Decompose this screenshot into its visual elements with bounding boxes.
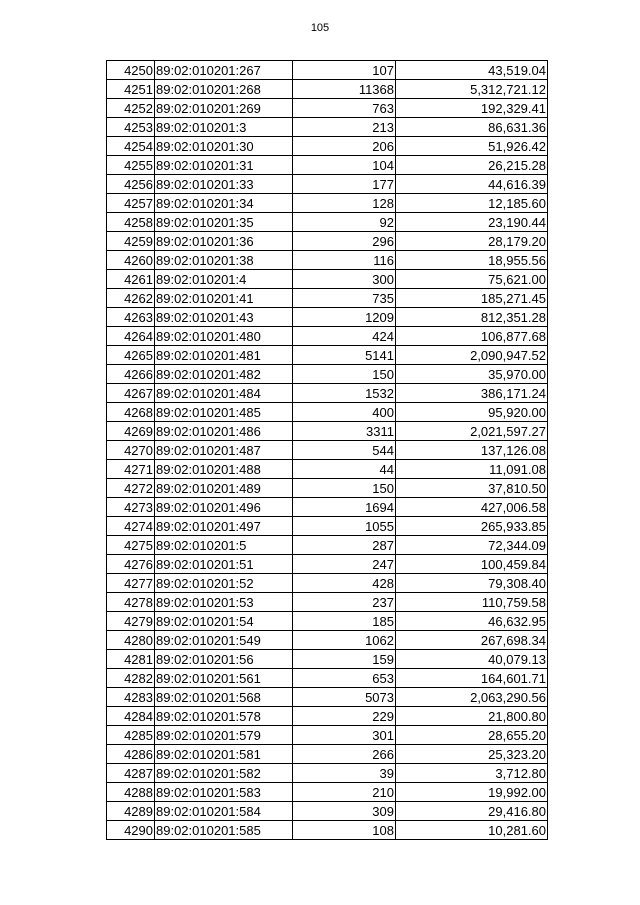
row-number-cell: 4261	[107, 270, 155, 289]
row-number-cell: 4272	[107, 479, 155, 498]
row-number-cell: 4268	[107, 403, 155, 422]
cadastral-number-cell: 89:02:010201:5	[155, 536, 293, 555]
cadastral-number-cell: 89:02:010201:481	[155, 346, 293, 365]
table-row	[107, 783, 548, 802]
area-cell: 1062	[293, 631, 396, 650]
value-cell: 192,329.41	[396, 99, 548, 118]
table-row	[107, 460, 548, 479]
table-row	[107, 479, 548, 498]
row-number-cell: 4263	[107, 308, 155, 327]
table-row	[107, 536, 548, 555]
row-number-cell: 4276	[107, 555, 155, 574]
value-cell: 2,063,290.56	[396, 688, 548, 707]
area-cell: 400	[293, 403, 396, 422]
row-number-cell: 4289	[107, 802, 155, 821]
area-cell: 1055	[293, 517, 396, 536]
row-number-cell: 4269	[107, 422, 155, 441]
value-cell: 5,312,721.12	[396, 80, 548, 99]
table-row	[107, 289, 548, 308]
table-row	[107, 61, 548, 80]
table-row	[107, 688, 548, 707]
area-cell: 92	[293, 213, 396, 232]
area-cell: 159	[293, 650, 396, 669]
area-cell: 653	[293, 669, 396, 688]
value-cell: 28,655.20	[396, 726, 548, 745]
cadastral-number-cell: 89:02:010201:582	[155, 764, 293, 783]
area-cell: 39	[293, 764, 396, 783]
table-row	[107, 327, 548, 346]
cadastral-number-cell: 89:02:010201:4	[155, 270, 293, 289]
cadastral-number-cell: 89:02:010201:496	[155, 498, 293, 517]
table-row	[107, 118, 548, 137]
row-number-cell: 4277	[107, 574, 155, 593]
value-cell: 10,281.60	[396, 821, 548, 840]
row-number-cell: 4260	[107, 251, 155, 270]
value-cell: 427,006.58	[396, 498, 548, 517]
cadastral-number-cell: 89:02:010201:31	[155, 156, 293, 175]
row-number-cell: 4290	[107, 821, 155, 840]
table-row	[107, 821, 548, 840]
table-row	[107, 574, 548, 593]
row-number-cell: 4278	[107, 593, 155, 612]
area-cell: 296	[293, 232, 396, 251]
cadastral-number-cell: 89:02:010201:488	[155, 460, 293, 479]
table-row	[107, 802, 548, 821]
area-cell: 3311	[293, 422, 396, 441]
row-number-cell: 4280	[107, 631, 155, 650]
area-cell: 309	[293, 802, 396, 821]
area-cell: 1209	[293, 308, 396, 327]
row-number-cell: 4252	[107, 99, 155, 118]
cadastral-number-cell: 89:02:010201:269	[155, 99, 293, 118]
value-cell: 28,179.20	[396, 232, 548, 251]
area-cell: 177	[293, 175, 396, 194]
value-cell: 267,698.34	[396, 631, 548, 650]
table-row	[107, 194, 548, 213]
cadastral-number-cell: 89:02:010201:35	[155, 213, 293, 232]
table-row	[107, 593, 548, 612]
cadastral-number-cell: 89:02:010201:33	[155, 175, 293, 194]
table-row	[107, 175, 548, 194]
table-row	[107, 612, 548, 631]
row-number-cell: 4251	[107, 80, 155, 99]
row-number-cell: 4267	[107, 384, 155, 403]
row-number-cell: 4271	[107, 460, 155, 479]
area-cell: 301	[293, 726, 396, 745]
area-cell: 1694	[293, 498, 396, 517]
cadastral-number-cell: 89:02:010201:484	[155, 384, 293, 403]
cadastral-table	[106, 60, 548, 840]
table-row	[107, 517, 548, 536]
row-number-cell: 4273	[107, 498, 155, 517]
row-number-cell: 4281	[107, 650, 155, 669]
row-number-cell: 4250	[107, 61, 155, 80]
value-cell: 23,190.44	[396, 213, 548, 232]
table-row	[107, 270, 548, 289]
cadastral-number-cell: 89:02:010201:584	[155, 802, 293, 821]
row-number-cell: 4287	[107, 764, 155, 783]
area-cell: 11368	[293, 80, 396, 99]
value-cell: 37,810.50	[396, 479, 548, 498]
table-row	[107, 346, 548, 365]
area-cell: 185	[293, 612, 396, 631]
row-number-cell: 4274	[107, 517, 155, 536]
value-cell: 46,632.95	[396, 612, 548, 631]
area-cell: 108	[293, 821, 396, 840]
cadastral-number-cell: 89:02:010201:268	[155, 80, 293, 99]
value-cell: 51,926.42	[396, 137, 548, 156]
table-row	[107, 156, 548, 175]
table-row	[107, 764, 548, 783]
table-row	[107, 555, 548, 574]
value-cell: 79,308.40	[396, 574, 548, 593]
cadastral-number-cell: 89:02:010201:583	[155, 783, 293, 802]
row-number-cell: 4279	[107, 612, 155, 631]
table-body	[107, 61, 548, 840]
value-cell: 164,601.71	[396, 669, 548, 688]
cadastral-number-cell: 89:02:010201:43	[155, 308, 293, 327]
area-cell: 424	[293, 327, 396, 346]
area-cell: 544	[293, 441, 396, 460]
page-number: 105	[310, 22, 330, 34]
value-cell: 75,621.00	[396, 270, 548, 289]
cadastral-number-cell: 89:02:010201:34	[155, 194, 293, 213]
area-cell: 210	[293, 783, 396, 802]
row-number-cell: 4253	[107, 118, 155, 137]
value-cell: 25,323.20	[396, 745, 548, 764]
table-row	[107, 669, 548, 688]
cadastral-number-cell: 89:02:010201:30	[155, 137, 293, 156]
cadastral-number-cell: 89:02:010201:568	[155, 688, 293, 707]
value-cell: 265,933.85	[396, 517, 548, 536]
cadastral-number-cell: 89:02:010201:52	[155, 574, 293, 593]
table-row	[107, 365, 548, 384]
row-number-cell: 4255	[107, 156, 155, 175]
value-cell: 21,800.80	[396, 707, 548, 726]
table-row	[107, 99, 548, 118]
value-cell: 18,955.56	[396, 251, 548, 270]
table-row	[107, 213, 548, 232]
area-cell: 206	[293, 137, 396, 156]
cadastral-number-cell: 89:02:010201:487	[155, 441, 293, 460]
cadastral-number-cell: 89:02:010201:578	[155, 707, 293, 726]
value-cell: 72,344.09	[396, 536, 548, 555]
cadastral-number-cell: 89:02:010201:480	[155, 327, 293, 346]
table-row	[107, 422, 548, 441]
table-row	[107, 251, 548, 270]
cadastral-number-cell: 89:02:010201:267	[155, 61, 293, 80]
cadastral-number-cell: 89:02:010201:41	[155, 289, 293, 308]
table-row	[107, 498, 548, 517]
value-cell: 110,759.58	[396, 593, 548, 612]
value-cell: 26,215.28	[396, 156, 548, 175]
row-number-cell: 4275	[107, 536, 155, 555]
row-number-cell: 4256	[107, 175, 155, 194]
value-cell: 2,021,597.27	[396, 422, 548, 441]
value-cell: 3,712.80	[396, 764, 548, 783]
cadastral-number-cell: 89:02:010201:489	[155, 479, 293, 498]
cadastral-number-cell: 89:02:010201:56	[155, 650, 293, 669]
value-cell: 35,970.00	[396, 365, 548, 384]
table-row	[107, 745, 548, 764]
value-cell: 95,920.00	[396, 403, 548, 422]
value-cell: 29,416.80	[396, 802, 548, 821]
row-number-cell: 4282	[107, 669, 155, 688]
area-cell: 5141	[293, 346, 396, 365]
table-row	[107, 308, 548, 327]
area-cell: 763	[293, 99, 396, 118]
row-number-cell: 4270	[107, 441, 155, 460]
cadastral-number-cell: 89:02:010201:54	[155, 612, 293, 631]
value-cell: 43,519.04	[396, 61, 548, 80]
area-cell: 247	[293, 555, 396, 574]
row-number-cell: 4266	[107, 365, 155, 384]
value-cell: 44,616.39	[396, 175, 548, 194]
row-number-cell: 4259	[107, 232, 155, 251]
row-number-cell: 4283	[107, 688, 155, 707]
table-row	[107, 650, 548, 669]
area-cell: 300	[293, 270, 396, 289]
cadastral-number-cell: 89:02:010201:581	[155, 745, 293, 764]
cadastral-number-cell: 89:02:010201:497	[155, 517, 293, 536]
cadastral-number-cell: 89:02:010201:579	[155, 726, 293, 745]
row-number-cell: 4288	[107, 783, 155, 802]
table-row	[107, 384, 548, 403]
table-row	[107, 137, 548, 156]
area-cell: 213	[293, 118, 396, 137]
value-cell: 40,079.13	[396, 650, 548, 669]
value-cell: 100,459.84	[396, 555, 548, 574]
cadastral-number-cell: 89:02:010201:36	[155, 232, 293, 251]
row-number-cell: 4284	[107, 707, 155, 726]
area-cell: 5073	[293, 688, 396, 707]
row-number-cell: 4258	[107, 213, 155, 232]
cadastral-number-cell: 89:02:010201:53	[155, 593, 293, 612]
table-row	[107, 403, 548, 422]
value-cell: 11,091.08	[396, 460, 548, 479]
value-cell: 386,171.24	[396, 384, 548, 403]
area-cell: 150	[293, 479, 396, 498]
cadastral-number-cell: 89:02:010201:3	[155, 118, 293, 137]
area-cell: 104	[293, 156, 396, 175]
area-cell: 287	[293, 536, 396, 555]
table-row	[107, 232, 548, 251]
area-cell: 150	[293, 365, 396, 384]
value-cell: 86,631.36	[396, 118, 548, 137]
area-cell: 428	[293, 574, 396, 593]
value-cell: 12,185.60	[396, 194, 548, 213]
value-cell: 2,090,947.52	[396, 346, 548, 365]
cadastral-number-cell: 89:02:010201:482	[155, 365, 293, 384]
row-number-cell: 4264	[107, 327, 155, 346]
cadastral-number-cell: 89:02:010201:585	[155, 821, 293, 840]
value-cell: 185,271.45	[396, 289, 548, 308]
cadastral-number-cell: 89:02:010201:485	[155, 403, 293, 422]
cadastral-number-cell: 89:02:010201:561	[155, 669, 293, 688]
area-cell: 229	[293, 707, 396, 726]
table-row	[107, 80, 548, 99]
table-row	[107, 726, 548, 745]
cadastral-number-cell: 89:02:010201:51	[155, 555, 293, 574]
value-cell: 19,992.00	[396, 783, 548, 802]
area-cell: 116	[293, 251, 396, 270]
area-cell: 107	[293, 61, 396, 80]
value-cell: 106,877.68	[396, 327, 548, 346]
area-cell: 44	[293, 460, 396, 479]
area-cell: 237	[293, 593, 396, 612]
table-row	[107, 631, 548, 650]
cadastral-number-cell: 89:02:010201:38	[155, 251, 293, 270]
area-cell: 1532	[293, 384, 396, 403]
table-row	[107, 707, 548, 726]
table-row	[107, 441, 548, 460]
row-number-cell: 4262	[107, 289, 155, 308]
row-number-cell: 4257	[107, 194, 155, 213]
area-cell: 266	[293, 745, 396, 764]
value-cell: 137,126.08	[396, 441, 548, 460]
row-number-cell: 4254	[107, 137, 155, 156]
row-number-cell: 4286	[107, 745, 155, 764]
area-cell: 735	[293, 289, 396, 308]
value-cell: 812,351.28	[396, 308, 548, 327]
cadastral-number-cell: 89:02:010201:486	[155, 422, 293, 441]
area-cell: 128	[293, 194, 396, 213]
row-number-cell: 4265	[107, 346, 155, 365]
cadastral-number-cell: 89:02:010201:549	[155, 631, 293, 650]
row-number-cell: 4285	[107, 726, 155, 745]
